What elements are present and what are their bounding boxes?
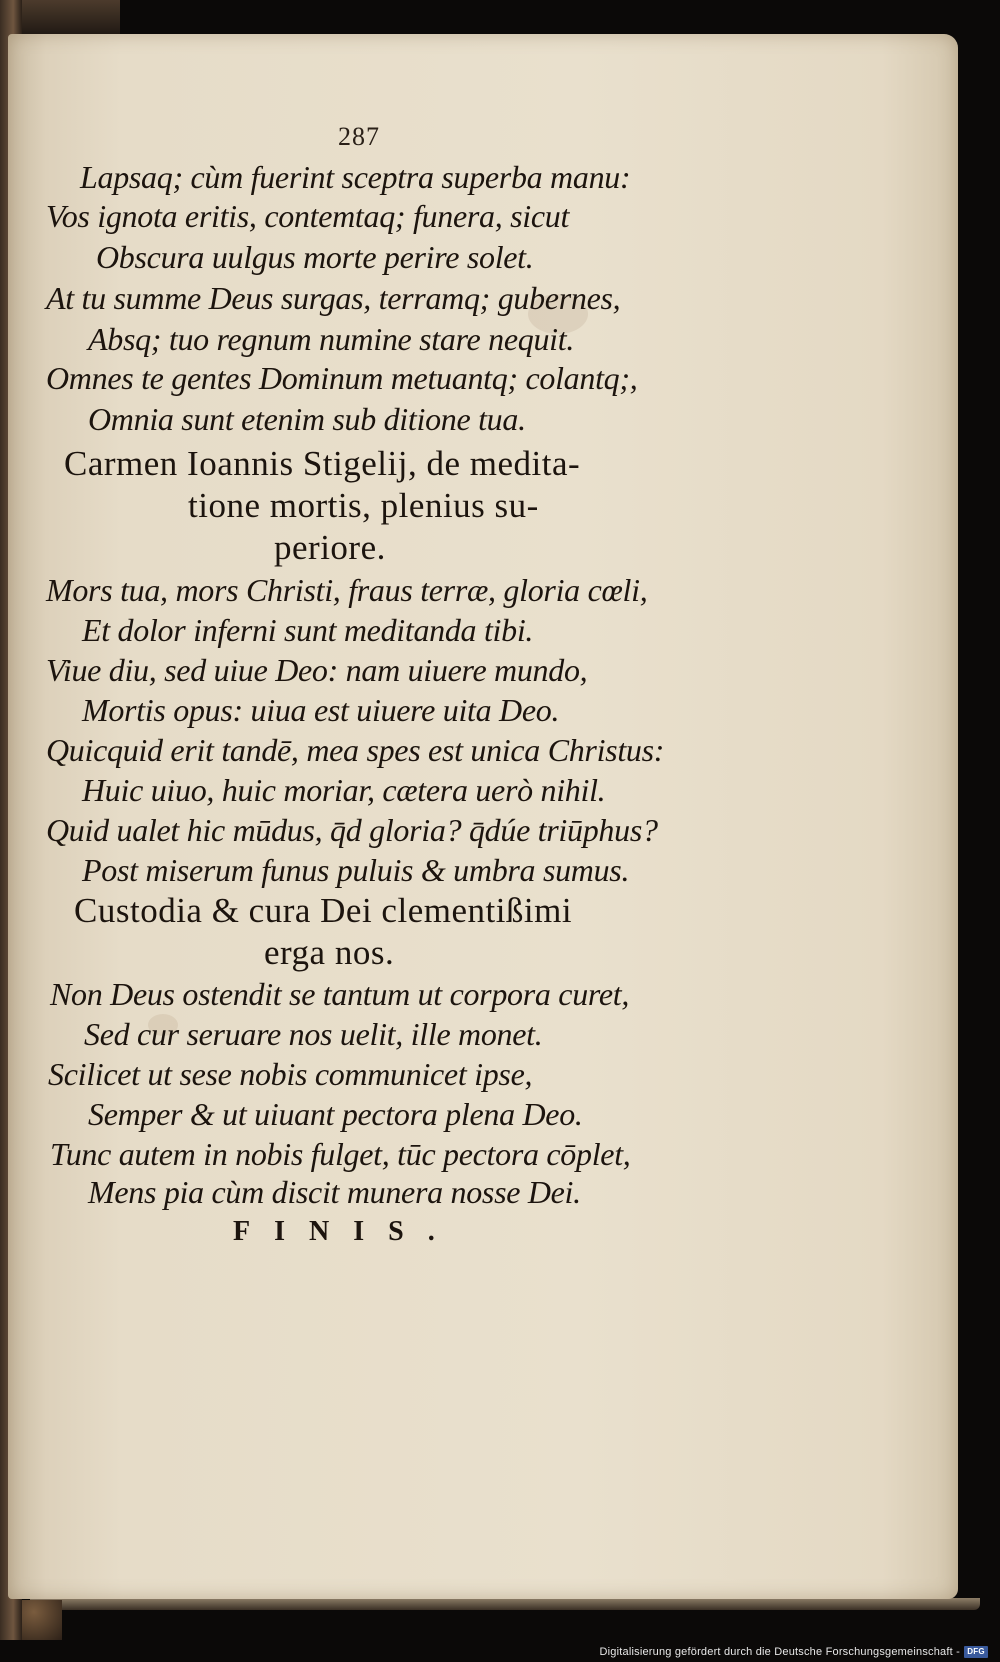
dfg-logo-icon: DFG	[964, 1646, 988, 1658]
finis-mark: FINIS.	[233, 1216, 459, 1247]
verse-line: Tunc autem in nobis fulget, tūc pectora cōplet,	[50, 1136, 631, 1172]
scanned-page	[8, 34, 958, 1599]
verse-line: Quicquid erit tandē, mea spes est unica Christus:	[46, 732, 665, 768]
verse-line: Quid ualet hic mūdus, q̄d gloria? q̄dúe triūphus?	[46, 812, 658, 848]
section-heading: periore.	[274, 528, 386, 567]
digitization-footer	[600, 1646, 988, 1658]
verse-line: Obscura uulgus morte perire solet.	[96, 239, 534, 275]
page-edge	[30, 1598, 980, 1610]
page-number: 287	[338, 122, 380, 151]
verse-line: Mors tua, mors Christi, fraus terræ, gloria cœli,	[46, 572, 648, 608]
verse-line: Omnia sunt etenim sub ditione tua.	[88, 401, 526, 437]
page-text	[8, 34, 958, 1599]
verse-line: Scilicet ut sese nobis communicet ipse,	[48, 1056, 533, 1092]
verse-line: Lapsaq; cùm fuerint sceptra superba manu:	[80, 159, 631, 195]
verse-line: Viue diu, sed uiue Deo: nam uiuere mundo,	[46, 652, 588, 688]
verse-line: Et dolor inferni sunt meditanda tibi.	[82, 612, 534, 648]
verse-line: Semper & ut uiuant pectora plena Deo.	[88, 1096, 583, 1132]
verse-line: Omnes te gentes Dominum metuantq; colantq;,	[46, 360, 638, 396]
section-heading: Carmen Ioannis Stigelij, de medita-	[64, 444, 581, 483]
verse-line: Non Deus ostendit se tantum ut corpora curet,	[50, 976, 630, 1012]
footer-text: Digitalisierung gefördert durch die Deutsche Forschungsgemeinschaft -	[599, 1646, 960, 1658]
verse-line: Mens pia cùm discit munera nosse Dei.	[88, 1174, 581, 1210]
verse-line: Mortis opus: uiua est uiuere uita Deo.	[82, 692, 560, 728]
verse-line: At tu summe Deus surgas, terramq; gubernes,	[46, 280, 621, 316]
book-corner	[22, 1600, 62, 1640]
section-heading: erga nos.	[264, 933, 395, 972]
verse-line: Absq; tuo regnum numine stare nequit.	[88, 321, 575, 357]
verse-line: Post miserum funus puluis & umbra sumus.	[82, 852, 630, 888]
verse-line: Sed cur seruare nos uelit, ille monet.	[84, 1016, 543, 1052]
section-heading: tione mortis, plenius su-	[188, 486, 539, 525]
verse-line: Vos ignota eritis, contemtaq; funera, sicut	[46, 198, 570, 234]
verse-line: Huic uiuo, huic moriar, cætera uerò nihil.	[82, 772, 606, 808]
section-heading: Custodia & cura Dei clementißimi	[74, 891, 573, 930]
